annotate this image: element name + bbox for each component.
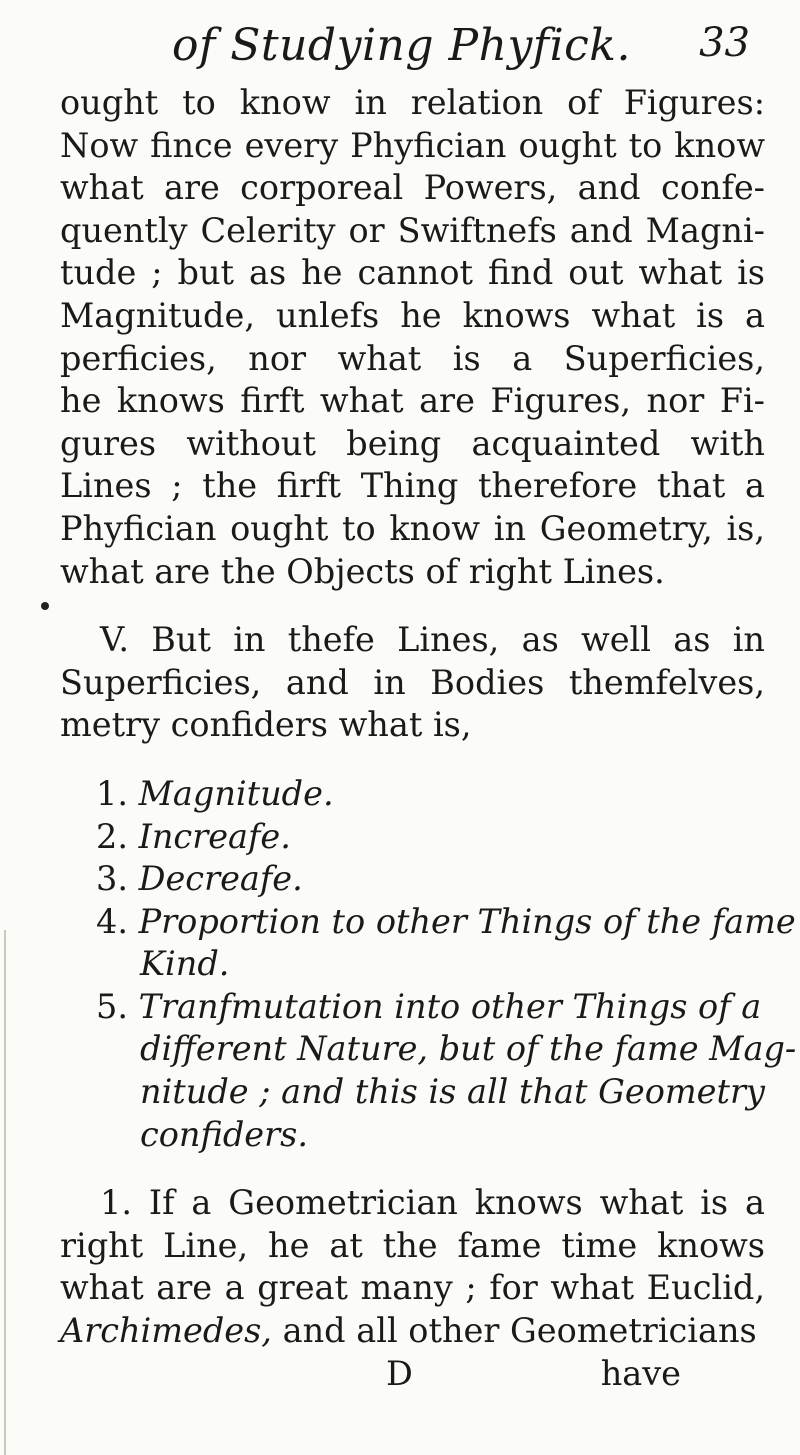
list-number: 3. (96, 859, 128, 899)
list-text: Decreafe. (138, 859, 303, 899)
list-text: Proportion to other Things of the fame (138, 901, 796, 941)
text-line: Lines ; the firft Thing therefore that a (60, 466, 765, 506)
running-title: of Studying Phyfick. (172, 20, 631, 71)
list-item (60, 901, 796, 986)
text-line: quently Celerity or Swiftnefs and Magni- (60, 210, 765, 250)
text-line: ought to know in relation of Figures: (60, 83, 765, 122)
paragraph-1 (60, 82, 765, 593)
list-item (60, 816, 765, 859)
page-number: 33 (699, 20, 750, 66)
list-text: different Nature, but of the fame Mag- (140, 1029, 797, 1069)
geometry-list (60, 773, 797, 1156)
list-number: 2. (96, 816, 128, 856)
text-line: perficies, nor what is a Superficies, (60, 338, 765, 378)
text-line: what are corporeal Powers, and confe- (60, 168, 765, 208)
text-line: what are a great many ; for what Euclid, (60, 1268, 765, 1308)
text-line: 1. If a Geometrician knows what is a (100, 1183, 765, 1223)
list-number: 4. (96, 901, 128, 941)
paragraph-3 (60, 1182, 765, 1395)
text-line: V. But in thefe Lines, as well as in (100, 620, 765, 660)
list-item (60, 986, 797, 1156)
catchword: have (600, 1353, 681, 1393)
text-line: what are the Objects of right Lines. (60, 551, 665, 591)
paragraph-2 (60, 619, 765, 747)
margin-dot (41, 602, 49, 610)
list-text: confiders. (140, 1114, 308, 1154)
list-text: nitude ; and this is all that Geometry (140, 1072, 765, 1112)
text-line-rest: and all other Geometricians (271, 1311, 757, 1351)
text-line: right Line, he at the fame time knows (60, 1225, 765, 1265)
list-text: Kind. (140, 944, 230, 984)
text-line: Superficies, and in Bodies themfelves, (60, 662, 765, 702)
list-text: Increafe. (138, 816, 291, 856)
name-archimedes: Archimedes, (60, 1311, 272, 1351)
text-line: Phyfician ought to know in Geometry, is, (60, 508, 765, 548)
page-edge-line (4, 930, 6, 1455)
text-line: he knows firft what are Figures, nor Fi- (60, 381, 765, 421)
text-line: gures without being acquainted with (60, 423, 765, 463)
signature-mark: D (386, 1353, 413, 1393)
list-item (60, 858, 765, 901)
body-text (60, 82, 797, 1395)
catchline (60, 1353, 765, 1396)
list-number: 1. (96, 773, 128, 813)
text-line: tude ; but as he cannot find out what is (60, 253, 765, 293)
list-text: Tranfmutation into other Things of a (138, 986, 762, 1026)
list-item (60, 773, 765, 816)
list-text: Magnitude. (138, 773, 334, 813)
list-number: 5. (96, 986, 128, 1026)
text-line: metry confiders what is, (60, 705, 472, 745)
text-line: Now fince every Phyfician ought to know (60, 125, 765, 165)
page-header (60, 20, 750, 80)
text-line (60, 1310, 765, 1353)
text-line: Magnitude, unlefs he knows what is a (60, 295, 765, 335)
